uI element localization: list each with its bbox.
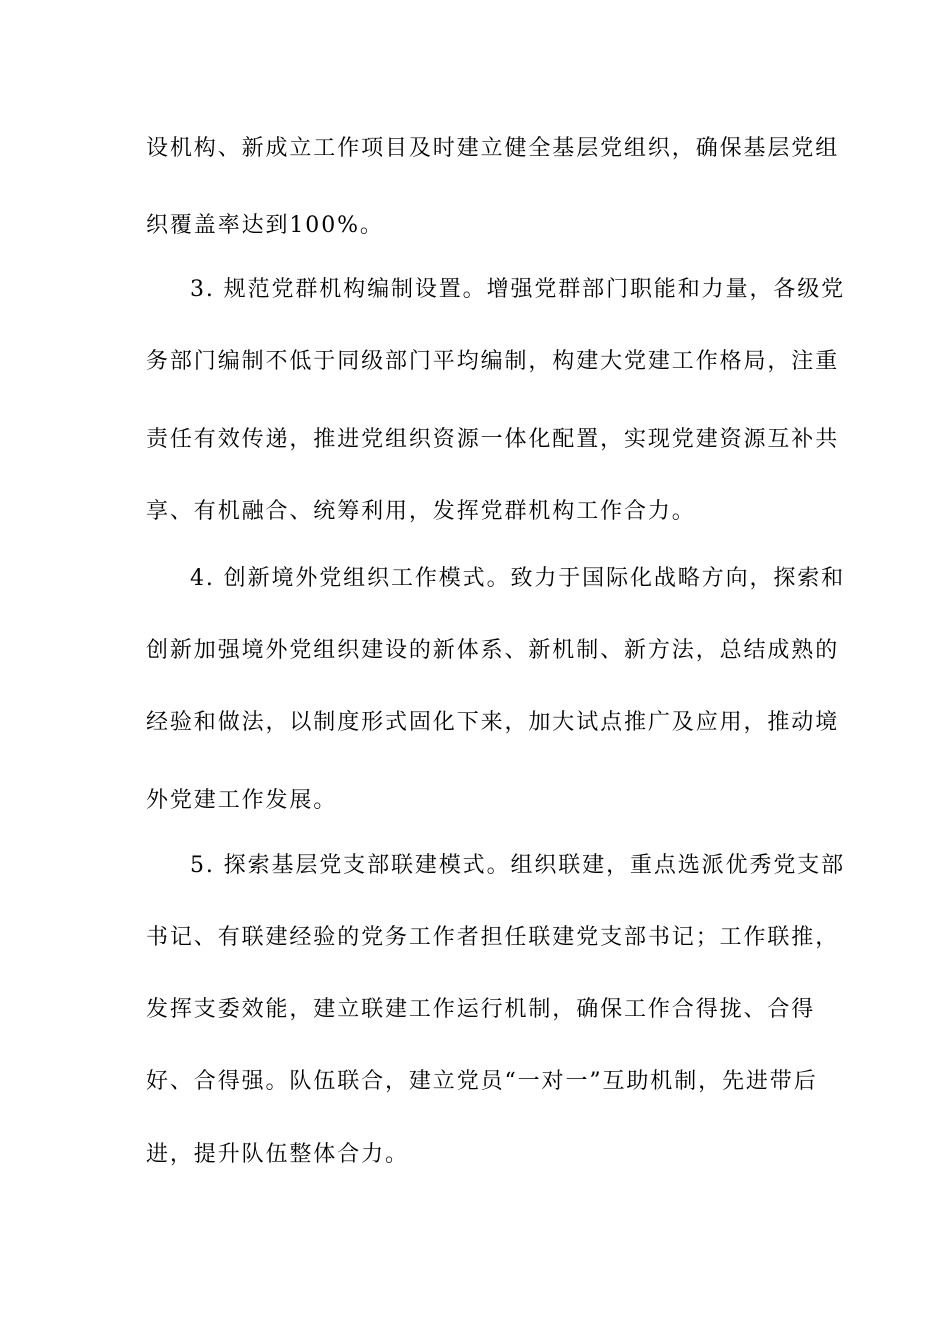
text-line: 外党建工作发展。 [146,788,338,813]
text-line: 享、有机融合、统筹利用，发挥党群机构工作合力。 [146,499,696,524]
text-line: 务部门编制不低于同级部门平均编制，构建大党建工作格局，注重 [146,349,840,374]
text-line: 责任有效传递，推进党组织资源一体化配置，实现党建资源互补共 [146,427,840,452]
paragraph-start-line: 3. 规范党群机构编制设置。增强党群部门职能和力量，各级党 [190,277,846,302]
text-line: 书记、有联建经验的党务工作者担任联建党支部书记；工作联推， [146,925,840,950]
text-line: 织覆盖率达到100%。 [146,213,384,238]
text-line: 发挥支委效能，建立联建工作运行机制，确保工作合得拢、合得 [146,997,816,1022]
text-line: 经验和做法，以制度形式固化下来，加大试点推广及应用，推动境 [146,710,840,735]
text-line: 创新加强境外党组织建设的新体系、新机制、新方法，总结成熟的 [146,638,840,663]
paragraph-start-line: 5. 探索基层党支部联建模式。组织联建，重点选派优秀党支部 [190,853,846,878]
text-line: 设机构、新成立工作项目及时建立健全基层党组织，确保基层党组 [146,136,840,161]
paragraph-start-line: 4. 创新境外党组织工作模式。致力于国际化战略方向，探索和 [190,566,846,591]
text-line: 进，提升队伍整体合力。 [146,1142,409,1167]
text-line: 好、合得强。队伍联合，建立党员“一对一”互助机制，先进带后 [146,1069,818,1094]
